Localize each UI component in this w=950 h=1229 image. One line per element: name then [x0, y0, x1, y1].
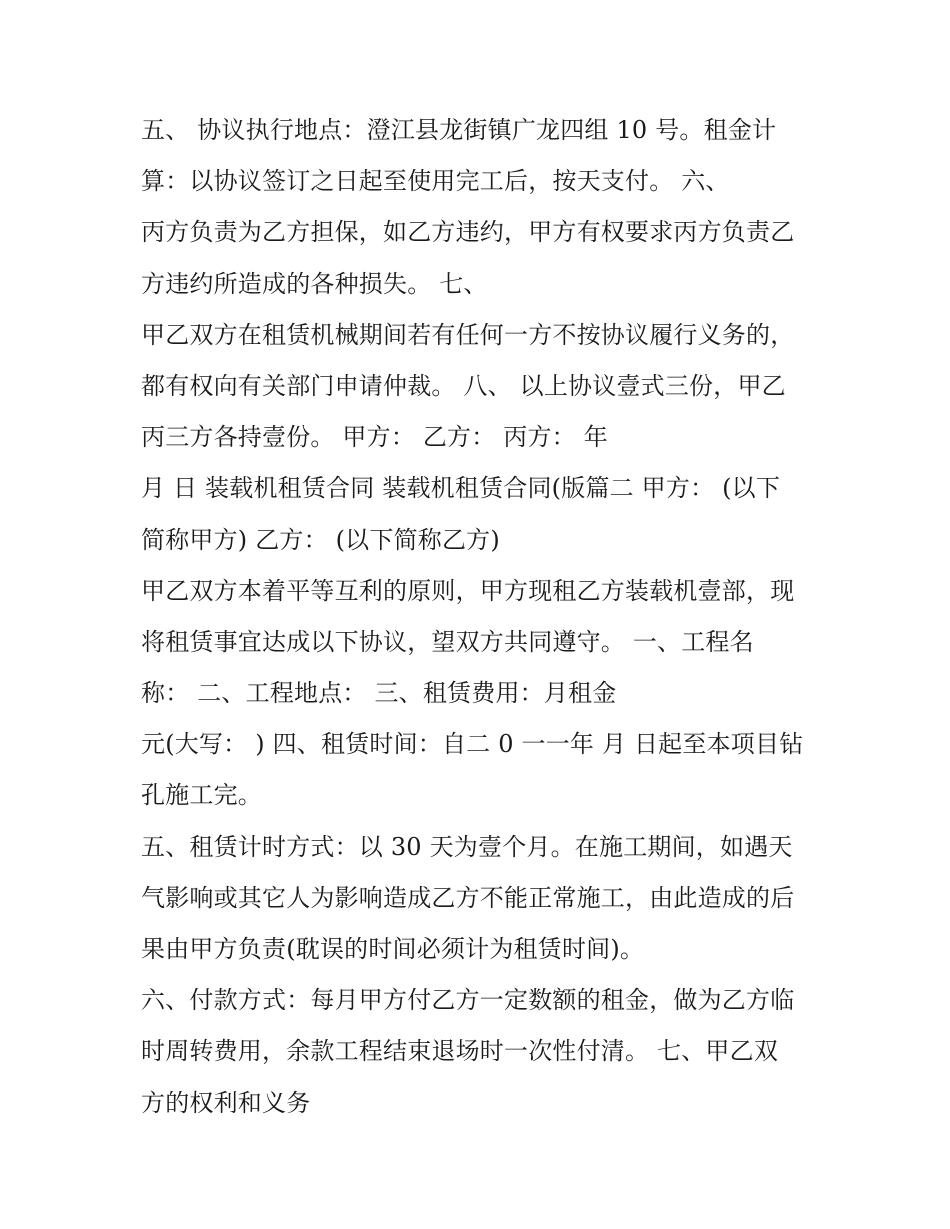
text-line: 元(大写： ) 四、租赁时间：自二 0 一一年 月 日起至本项目钻 [141, 730, 804, 759]
text-line: 五、租赁计时方式：以 30 天为壹个月。在施工期间，如遇天 [141, 832, 793, 861]
contract-body-text [141, 108, 821, 1132]
text-line: 五、 协议执行地点：澄江县龙街镇广龙四组 10 号。租金计 [141, 116, 777, 144]
text-line: 六、付款方式：每月甲方付乙方一定数额的租金，做为乙方临 [141, 986, 795, 1015]
text-line: 都有权向有关部门申请仲裁。 八、 以上协议壹式三份，甲乙 [141, 371, 786, 400]
text-line: 方违约所造成的各种损失。 七、 [141, 269, 488, 298]
text-line: 简称甲方) 乙方： (以下简称乙方) [141, 525, 500, 554]
text-line: 将租赁事宜达成以下协议，望双方共同遵守。 一、工程名 [141, 627, 754, 656]
text-line: 称： 二、工程地点： 三、租赁费用：月租金 [141, 679, 617, 708]
text-line: 孔施工完。 [141, 781, 262, 810]
text-line: 甲乙双方本着平等互利的原则，甲方现租乙方装载机壹部，现 [141, 576, 795, 605]
text-line: 丙方负责为乙方担保，如乙方违约，甲方有权要求丙方负责乙 [141, 218, 795, 247]
text-line: 气影响或其它人为影响造成乙方不能正常施工，由此造成的后 [141, 883, 795, 912]
text-line: 果由甲方负责(耽误的时间必须计为租赁时间)。 [141, 935, 645, 963]
text-line: 丙三方各持壹份。 甲方： 乙方： 丙方： 年 [141, 423, 608, 452]
text-line: 算：以协议签订之日起至使用完工后，按天支付。 六、 [141, 167, 730, 196]
text-line: 月 日 装载机租赁合同 装载机租赁合同(版篇二 甲方： (以下 [141, 474, 781, 503]
text-line: 方的权利和义务 [141, 1088, 311, 1117]
text-line: 时周转费用，余款工程结束退场时一次性付清。 七、甲乙双 [141, 1037, 779, 1066]
text-line: 甲乙双方在租赁机械期间若有任何一方不按协议履行义务的， [141, 320, 795, 349]
